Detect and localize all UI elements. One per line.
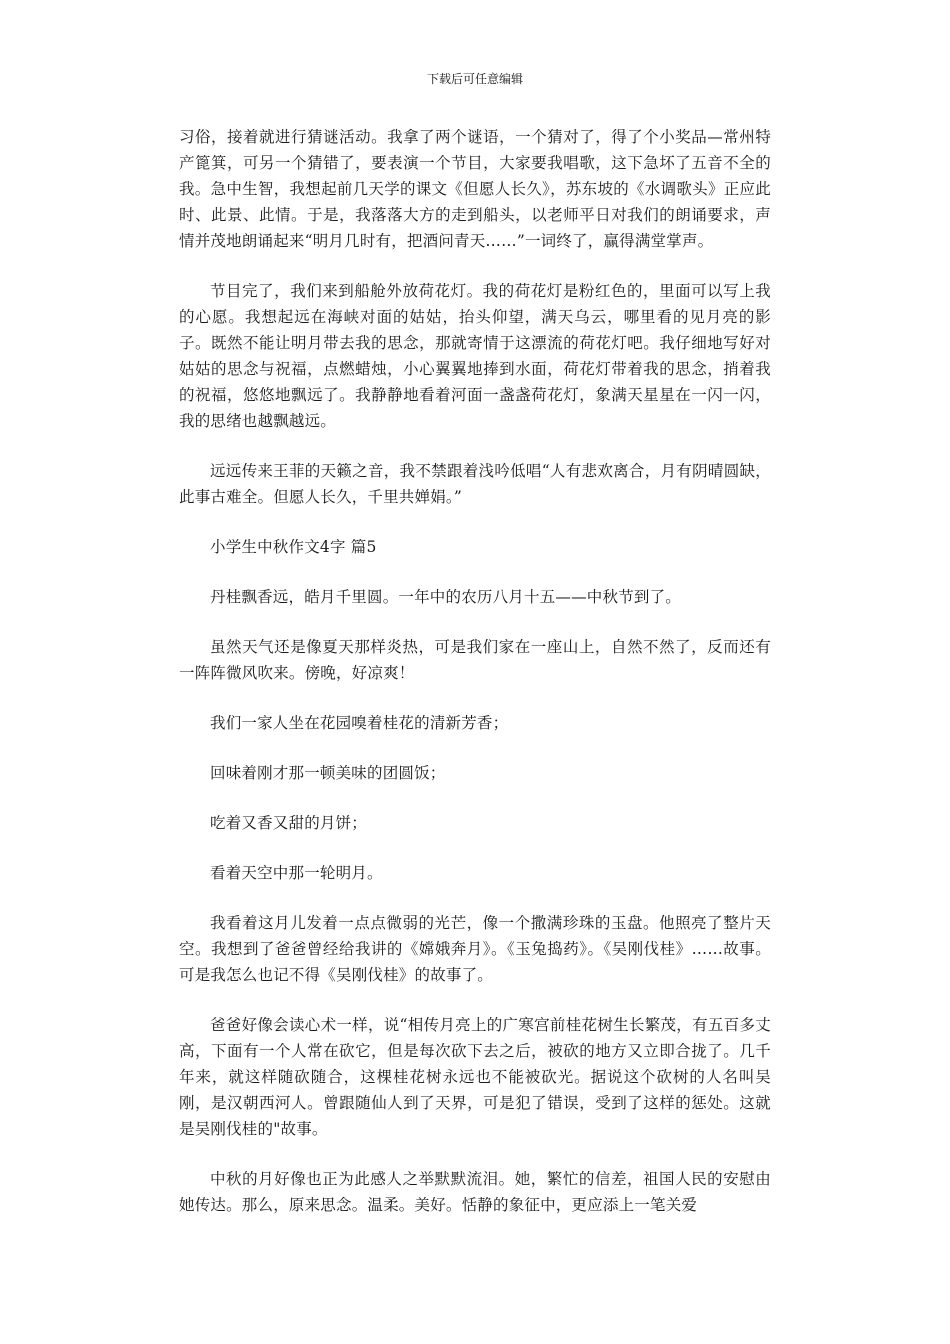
paragraph: 远远传来王菲的天籁之音，我不禁跟着浅吟低唱“人有悲欢离合，月有阴晴圆缺，此事古难全。但愿人长久，千里共婵娟。” <box>179 462 771 506</box>
paragraph: 中秋的月好像也正为此感人之举默默流泪。她，繁忙的信差，祖国人民的安慰由她传达。那么，原来思念。温柔。美好。恬静的象征中，更应添上一笔关爱 <box>179 1170 771 1214</box>
paragraph: 虽然天气还是像夏天那样炎热，可是我们家在一座山上，自然不然了，反而还有一阵阵微风吹来。傍晚，好凉爽！ <box>179 638 771 682</box>
paragraph: 看着天空中那一轮明月。 <box>210 864 383 882</box>
paragraph: 习俗，接着就进行猜谜活动。我拿了两个谜语，一个猜对了，得了个小奖品—常州特产篦箕，可另一个猜错了，要表演一个节目，大家要我唱歌，这下急坏了五音不全的我。急中生智，我想起前几天学的课文《但愿人长久》，苏东坡的《水调歌头》正应此时、此景、此情。于是，我落落大方的走到船头，以老师平日对我们的朗诵要求，声情并茂地朗诵起来“明月几时有，把酒问青天……”一词终了，赢得满堂掌声。 <box>179 128 771 250</box>
paragraph: 我们一家人坐在花园嗅着桂花的清新芳香； <box>210 714 509 732</box>
page-header-note: 下载后可任意编辑 <box>426 72 523 86</box>
section-heading: 小学生中秋作文4字 篇5 <box>210 538 377 556</box>
paragraph: 节目完了，我们来到船舱外放荷花灯。我的荷花灯是粉红色的，里面可以写上我的心愿。我想起远在海峡对面的姑姑，抬头仰望，满天乌云，哪里看的见月亮的影子。既然不能让明月带去我的思念，那就寄情于这漂流的荷花灯吧。我仔细地写好对姑姑的思念与祝福，点燃蜡烛，小心翼翼地捧到水面，荷花灯带着我的思念，捎着我的祝福，悠悠地飘远了。我静静地看着河面一盏盏荷花灯，象满天星星在一闪一闪，我的思绪也越飘越远。 <box>179 282 771 430</box>
paragraph: 回味着刚才那一顿美味的团圆饭； <box>210 764 446 782</box>
document-body <box>179 124 771 1242</box>
paragraph: 爸爸好像会读心术一样，说“相传月亮上的广寒宫前桂花树生长繁茂，有五百多丈高，下面有一个人常在砍它，但是每次砍下去之后，被砍的地方又立即合拢了。几千年来，就这样随砍随合，这棵桂花树永远也不能被砍光。据说这个砍树的人名叫吴刚，是汉朝西河人。曾跟随仙人到了天界，可是犯了错误，受到了这样的惩处。这就是吴刚伐桂的"故事。 <box>179 1016 771 1138</box>
paragraph: 我看着这月儿发着一点点微弱的光芒，像一个撒满珍珠的玉盘。他照亮了整片天空。我想到了爸爸曾经给我讲的《嫦娥奔月》。《玉兔捣药》。《吴刚伐桂》……故事。可是我怎么也记不得《吴刚伐桂》的故事了。 <box>179 914 771 984</box>
paragraph: 吃着又香又甜的月饼； <box>210 814 368 832</box>
paragraph: 丹桂飘香远，皓月千里圆。一年中的农历八月十五——中秋节到了。 <box>210 588 682 606</box>
